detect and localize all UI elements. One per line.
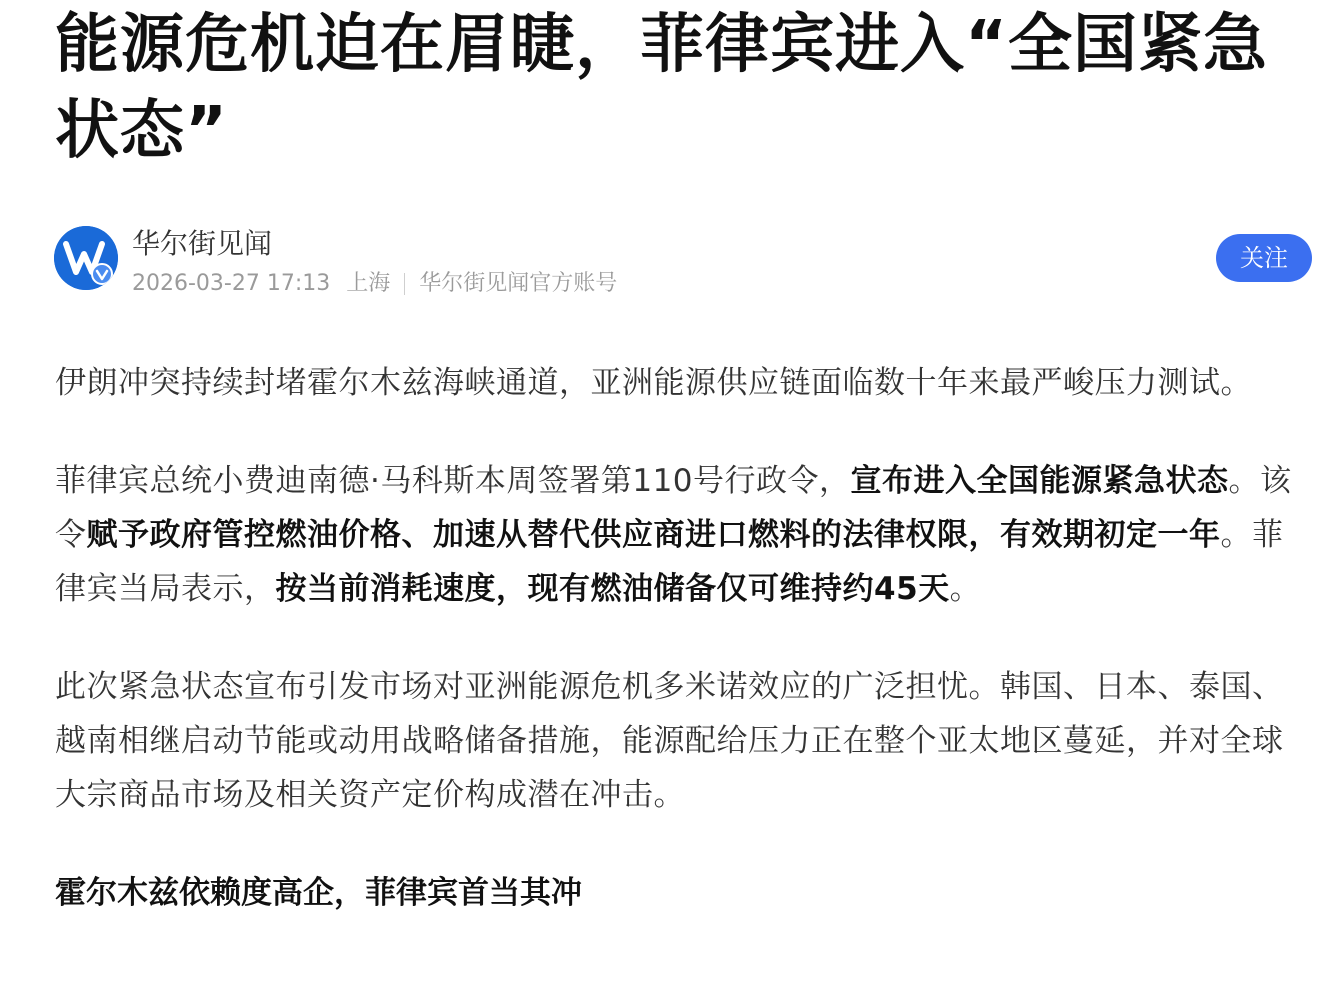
paragraph-text: 。	[949, 571, 982, 607]
publish-location: 上海	[346, 271, 391, 296]
meta-divider	[404, 273, 405, 295]
article-body	[55, 356, 1295, 920]
paragraph-executive-order	[55, 454, 1295, 616]
highlight-emergency: 宣布进入全国能源紧急状态	[850, 463, 1229, 499]
article-title: 能源危机迫在眉睫，菲律宾进入“全国紧急状态”	[55, 8, 1269, 168]
wallstreetcn-logo-icon[interactable]	[54, 226, 118, 290]
account-type-label: 华尔街见闻官方账号	[419, 271, 618, 296]
publish-timestamp: 2026-03-27 17:13	[132, 271, 331, 296]
meta-line	[132, 268, 617, 300]
paragraph-intro: 伊朗冲突持续封堵霍尔木兹海峡通道，亚洲能源供应链面临数十年来最严峻压力测试。	[55, 365, 1252, 401]
highlight-fuel-reserve: 按当前消耗速度，现有燃油储备仅可维持约45天	[275, 571, 950, 607]
paragraph-text: 。该令	[55, 463, 1292, 553]
paragraph-text: 菲律宾总统小费迪南德·马科斯本周签署第110号行政令，	[55, 463, 851, 499]
paragraph-regional-impact: 此次紧急状态宣布引发市场对亚洲能源危机多米诺效应的广泛担忧。韩国、日本、泰国、越南相继启动节能或动用战略储备措施，能源配给压力正在整个亚太地区蔓延，并对全球大宗商品市场及相关资产定价构成潜在冲击。	[55, 669, 1284, 813]
paragraph-text: 。菲律宾当局表示，	[55, 517, 1284, 607]
author-bar	[54, 224, 1312, 304]
follow-button[interactable]: 关注	[1216, 234, 1312, 282]
section-heading: 霍尔木兹依赖度高企，菲律宾首当其冲	[55, 875, 582, 911]
highlight-legal-powers: 赋予政府管控燃油价格、加速从替代供应商进口燃料的法律权限，有效期初定一年	[86, 517, 1221, 553]
author-name[interactable]: 华尔街见闻	[132, 227, 273, 260]
